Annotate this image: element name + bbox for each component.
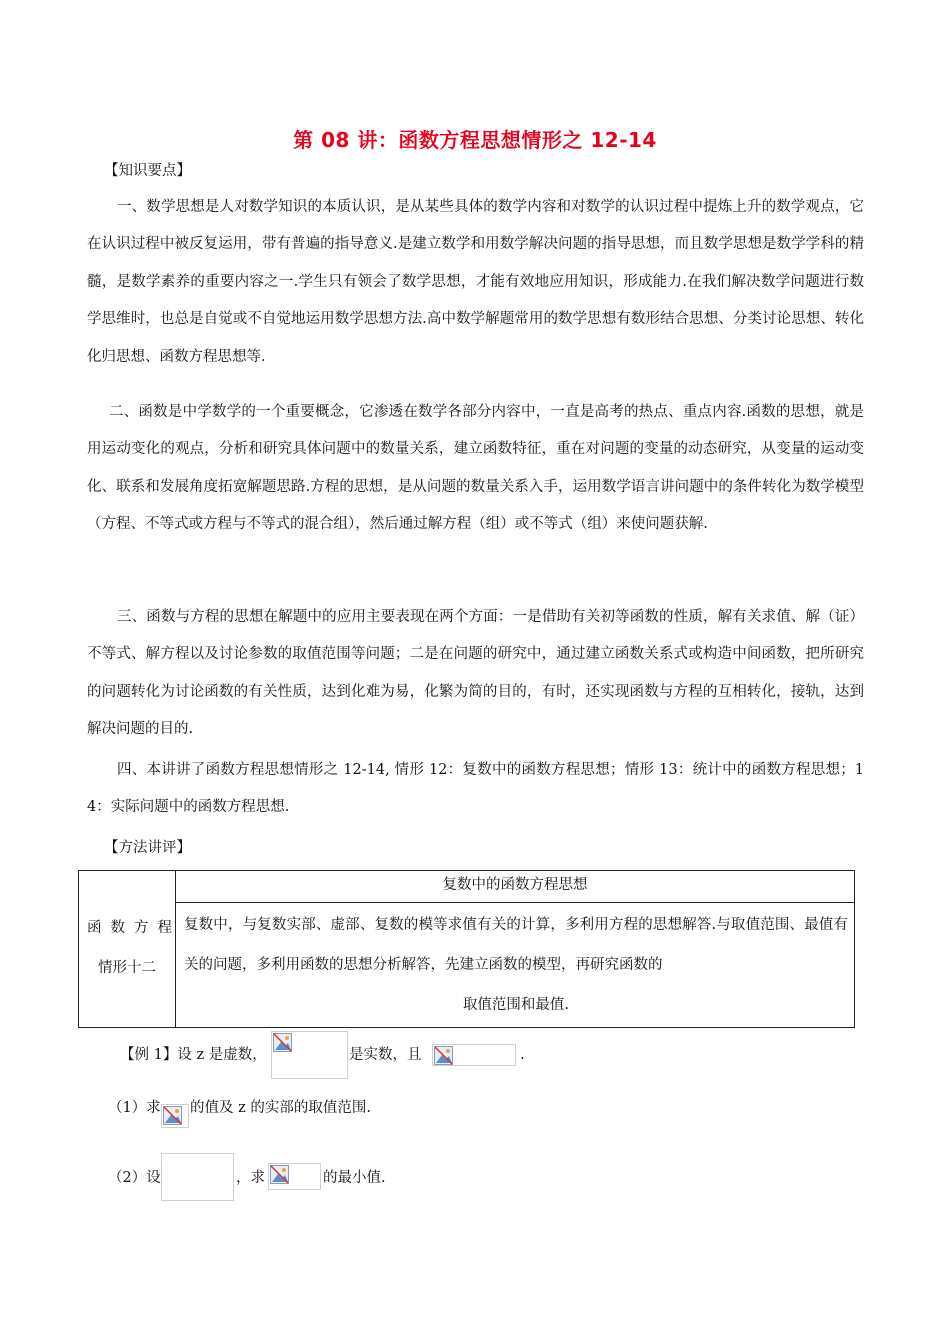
paragraph-2: 二、函数是中学数学的一个重要概念，它渗透在数学各部分内容中，一直是高考的热点、重点内容.函数的思想，就是用运动变化的观点，分析和研究具体问题中的数量关系，建立函数特征，重在对问题的变量的动态研究，从变量的运动变化、联系和发展角度拓宽解题思路.方程的思想，是从问题的数量关系入手，运用数学语言讲问题中的条件转化为数学模型（方程、不等式或方程与不等式的混合组），然后通过解方程（组）或不等式（组）来使问题获解.: [87, 404, 864, 533]
method-row-label-line2: 情形十二: [98, 960, 156, 976]
example-1-end: .: [520, 1047, 525, 1063]
method-row-label: [79, 871, 181, 1027]
method-row-label-line1: 函数方程: [87, 920, 181, 936]
method-table-header: 复数中的函数方程思想: [176, 871, 854, 903]
paragraph-4: 四、本讲讲了函数方程思想情形之 12-14, 情形 12：复数中的函数方程思想；情形 13：统计中的函数方程思想；14：实际问题中的函数方程思想.: [87, 762, 864, 816]
example-1-mid: 是实数，且: [349, 1047, 422, 1063]
method-body-last-line: 取值范围和最值.: [462, 997, 570, 1013]
knowledge-section-label: 【知识要点】: [104, 163, 191, 179]
broken-image-glyph: [434, 1046, 454, 1066]
example-1-lead: 【例 1】设 z 是虚数，: [120, 1047, 267, 1063]
method-table: [78, 870, 855, 1028]
broken-image-glyph: [270, 1165, 290, 1185]
method-table-body: [184, 905, 848, 1025]
broken-image-glyph: [163, 1106, 183, 1126]
question-1-prefix: （1）求: [108, 1100, 161, 1116]
broken-image-icon: [161, 1153, 234, 1201]
paragraph-3: 三、函数与方程的思想在解题中的应用主要表现在两个方面：一是借助有关初等函数的性质，解有关求值、解（证）不等式、解方程以及讨论参数的取值范围等问题；二是在问题的研究中，通过建立函数关系式或构造中间函数，把所研究的问题转化为讨论函数的有关性质，达到化难为易，化繁为简的目的，有时，还实现函数与方程的互相转化，接轨，达到解决问题的目的.: [87, 609, 864, 738]
page-title: 第 08 讲：函数方程思想情形之 12-14: [293, 128, 657, 152]
question-2-prefix: （2）设: [108, 1170, 161, 1186]
broken-image-glyph: [273, 1033, 293, 1053]
broken-image-icon: [161, 1104, 189, 1128]
paragraph-1: 一、数学思想是人对数学知识的本质认识，是从某些具体的数学内容和对数学的认识过程中提炼上升的数学观点，它在认识过程中被反复运用，带有普遍的指导意义.是建立数学和用数学解决问题的指导思想，而且数学思想是数学学科的精髓，是数学素养的重要内容之一.学生只有领会了数学思想，才能有效地应用知识，形成能力.在我们解决数学问题进行数学思维时，也总是自觉或不自觉地运用数学思想方法.高中数学解题常用的数学思想有数形结合思想、分类讨论思想、转化化归思想、函数方程思想等.: [87, 199, 864, 365]
broken-image-icon: [268, 1163, 321, 1190]
question-2-suffix: 的最小值.: [323, 1170, 386, 1186]
question-1-suffix: 的值及 z 的实部的取值范围.: [190, 1100, 371, 1116]
broken-image-icon: [271, 1031, 348, 1079]
broken-image-icon: [432, 1044, 516, 1066]
method-section-label: 【方法讲评】: [104, 840, 191, 856]
question-2-mid: ，求: [236, 1170, 265, 1186]
method-body-text: 复数中，与复数实部、虚部、复数的模等求值有关的计算，多利用方程的思想解答.与取值范围、最值有关的问题，多利用函数的思想分析解答，先建立函数的模型，再研究函数的: [184, 917, 848, 973]
